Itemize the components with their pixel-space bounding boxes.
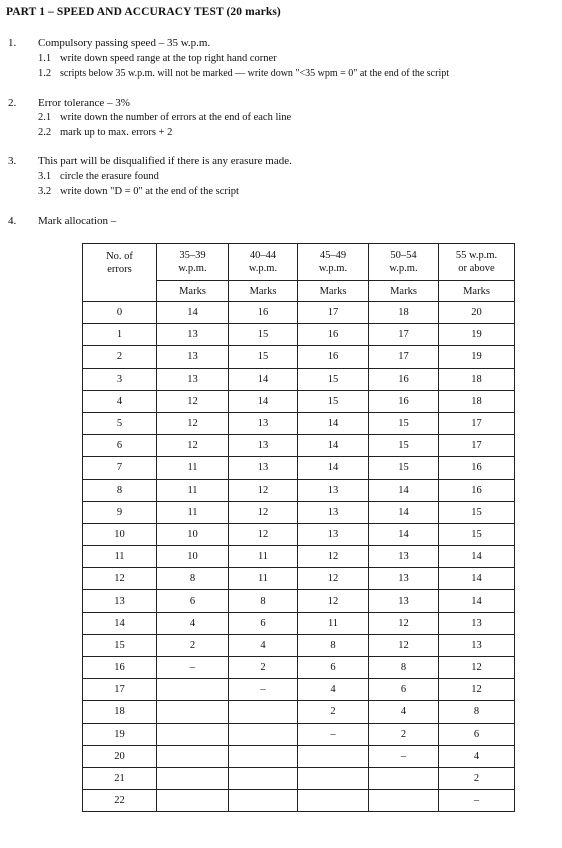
section-1 (8, 36, 548, 50)
marks-cell: 15 (229, 324, 298, 346)
marks-cell: 13 (439, 634, 515, 656)
header-line: w.p.m. (318, 263, 348, 274)
marks-cell: 19 (439, 324, 515, 346)
marks-cell: 14 (298, 435, 369, 457)
errors-cell: 0 (83, 302, 157, 324)
marks-label: Marks (157, 281, 229, 302)
table-row (83, 302, 515, 324)
table-row (83, 501, 515, 523)
marks-cell: 19 (439, 346, 515, 368)
section-heading: Compulsory passing speed – 35 w.p.m. (38, 37, 211, 49)
marks-cell: 15 (439, 523, 515, 545)
marks-cell: – (229, 679, 298, 701)
marks-cell (229, 701, 298, 723)
subsection-text: write down speed range at the top right hand corner (60, 53, 277, 64)
errors-cell: 4 (83, 390, 157, 412)
marks-cell: – (369, 745, 439, 767)
subsection-text: mark up to max. errors + 2 (60, 127, 173, 138)
header-line: w.p.m. (178, 263, 207, 274)
table-row (83, 612, 515, 634)
marks-cell: 15 (298, 368, 369, 390)
speed-header-40-44 (229, 244, 298, 281)
section-number: 2. (8, 97, 17, 109)
marks-cell (157, 767, 229, 789)
marks-cell: 6 (229, 612, 298, 634)
marks-cell (157, 679, 229, 701)
section-number: 1. (8, 37, 17, 49)
header-line: or above (458, 263, 495, 274)
marks-cell: 13 (157, 346, 229, 368)
marks-cell: 12 (157, 435, 229, 457)
marks-cell (298, 790, 369, 812)
marks-cell: 17 (298, 302, 369, 324)
marks-cell: 11 (157, 457, 229, 479)
subsection-text: scripts below 35 w.p.m. will not be marked — write down "<35 wpm = 0" at the end of the script (60, 68, 450, 79)
marks-cell: 12 (298, 590, 369, 612)
marks-cell (157, 790, 229, 812)
subsection-text: circle the erasure found (60, 171, 159, 182)
table-header-row (83, 244, 515, 281)
errors-cell: 6 (83, 435, 157, 457)
marks-cell: 13 (298, 501, 369, 523)
marks-cell: 13 (369, 568, 439, 590)
table-row (83, 657, 515, 679)
marks-cell: 8 (369, 657, 439, 679)
marks-cell: 6 (439, 723, 515, 745)
errors-cell: 15 (83, 634, 157, 656)
section-heading: Error tolerance – 3% (38, 97, 130, 109)
marks-cell: 13 (157, 324, 229, 346)
header-line: w.p.m. (389, 263, 418, 274)
section-1-2 (38, 67, 558, 80)
marks-cell: 12 (439, 657, 515, 679)
subsection-number: 2.1 (38, 112, 52, 123)
table-row (83, 546, 515, 568)
marks-cell (369, 767, 439, 789)
header-line: No. of (106, 251, 133, 262)
subsection-text: write down "D = 0" at the end of the script (60, 186, 239, 197)
marks-cell: 14 (229, 368, 298, 390)
marks-cell: 6 (369, 679, 439, 701)
table-row (83, 412, 515, 434)
marks-cell: 13 (298, 523, 369, 545)
marks-cell (229, 790, 298, 812)
marks-cell: 8 (439, 701, 515, 723)
header-line: 55 w.p.m. (455, 250, 498, 261)
subsection-number: 1.1 (38, 53, 52, 64)
marks-cell (369, 790, 439, 812)
marks-cell: 13 (369, 546, 439, 568)
marks-cell: 14 (229, 390, 298, 412)
marks-cell: 14 (439, 590, 515, 612)
marks-cell: 15 (229, 346, 298, 368)
errors-cell: 16 (83, 657, 157, 679)
marks-cell: 12 (229, 501, 298, 523)
marks-cell: 12 (229, 479, 298, 501)
marks-cell: 18 (439, 390, 515, 412)
marks-cell: 4 (157, 612, 229, 634)
speed-header-45-49 (298, 244, 369, 281)
marks-cell: 2 (229, 657, 298, 679)
marks-cell: 14 (439, 546, 515, 568)
errors-cell: 10 (83, 523, 157, 545)
marks-cell: 4 (369, 701, 439, 723)
marks-cell (229, 767, 298, 789)
errors-cell: 17 (83, 679, 157, 701)
section-3-1 (38, 170, 558, 183)
marks-cell: 6 (157, 590, 229, 612)
marks-cell: 12 (157, 390, 229, 412)
section-heading: This part will be disqualified if there is any erasure made. (38, 155, 292, 167)
marks-cell: 15 (298, 390, 369, 412)
marks-cell: 17 (439, 412, 515, 434)
marks-cell: 13 (229, 457, 298, 479)
table-row (83, 346, 515, 368)
marks-cell (157, 745, 229, 767)
page-title: PART 1 – SPEED AND ACCURACY TEST (20 marks) (6, 6, 281, 18)
marks-label: Marks (369, 281, 439, 302)
marks-cell: 16 (298, 324, 369, 346)
errors-cell: 18 (83, 701, 157, 723)
marks-cell: 16 (298, 346, 369, 368)
marks-cell (298, 767, 369, 789)
marks-cell: 10 (157, 546, 229, 568)
marks-label: Marks (298, 281, 369, 302)
marks-cell: 6 (298, 657, 369, 679)
errors-cell: 2 (83, 346, 157, 368)
marks-cell: 12 (439, 679, 515, 701)
table-row (83, 368, 515, 390)
section-2 (8, 96, 548, 110)
errors-cell: 5 (83, 412, 157, 434)
marks-cell: 11 (157, 501, 229, 523)
table-row (83, 590, 515, 612)
marks-cell: 11 (229, 546, 298, 568)
marks-cell: 12 (369, 612, 439, 634)
table-row (83, 634, 515, 656)
section-heading: Mark allocation – (38, 215, 117, 227)
subsection-number: 2.2 (38, 127, 52, 138)
mark-allocation-table (82, 243, 515, 812)
marks-cell: – (298, 723, 369, 745)
marks-cell: 16 (229, 302, 298, 324)
table-row (83, 701, 515, 723)
table-row (83, 457, 515, 479)
table-row (83, 479, 515, 501)
marks-cell: 14 (298, 457, 369, 479)
errors-cell: 11 (83, 546, 157, 568)
marks-cell: 8 (298, 634, 369, 656)
marks-cell: 2 (439, 767, 515, 789)
speed-header-55-plus (439, 244, 515, 281)
header-line: w.p.m. (248, 263, 278, 274)
header-line: 50–54 (390, 250, 417, 261)
section-4 (8, 214, 548, 228)
marks-cell: 13 (369, 590, 439, 612)
marks-cell: 10 (157, 523, 229, 545)
marks-cell: 15 (369, 435, 439, 457)
marks-cell: 17 (369, 346, 439, 368)
section-3 (8, 154, 548, 168)
marks-cell: 2 (298, 701, 369, 723)
subsection-number: 3.2 (38, 186, 52, 197)
subsection-number: 1.2 (38, 68, 52, 79)
marks-cell (157, 701, 229, 723)
marks-cell: 17 (439, 435, 515, 457)
marks-cell (157, 723, 229, 745)
marks-cell (229, 745, 298, 767)
errors-cell: 14 (83, 612, 157, 634)
marks-cell: 14 (439, 568, 515, 590)
marks-cell: – (439, 790, 515, 812)
table-row (83, 435, 515, 457)
marks-cell: 16 (439, 457, 515, 479)
header-line: 35–39 (179, 250, 206, 261)
marks-cell: 20 (439, 302, 515, 324)
marks-label: Marks (439, 281, 515, 302)
marks-cell: 14 (157, 302, 229, 324)
errors-cell: 19 (83, 723, 157, 745)
marks-label: Marks (229, 281, 298, 302)
marks-cell: 14 (298, 412, 369, 434)
table-row (83, 324, 515, 346)
marks-cell: 11 (229, 568, 298, 590)
marks-cell: 16 (369, 368, 439, 390)
section-1-1 (38, 52, 558, 65)
table-row (83, 745, 515, 767)
marks-cell: 14 (369, 523, 439, 545)
marks-cell: 4 (229, 634, 298, 656)
errors-cell: 20 (83, 745, 157, 767)
marks-cell: 11 (157, 479, 229, 501)
marks-cell: 15 (369, 412, 439, 434)
marks-cell: – (157, 657, 229, 679)
speed-header-50-54 (369, 244, 439, 281)
marks-cell: 12 (369, 634, 439, 656)
subsection-number: 3.1 (38, 171, 52, 182)
errors-cell: 9 (83, 501, 157, 523)
section-number: 4. (8, 215, 17, 227)
marks-cell: 4 (439, 745, 515, 767)
marks-cell: 14 (369, 479, 439, 501)
errors-cell: 3 (83, 368, 157, 390)
marks-cell: 13 (229, 435, 298, 457)
errors-cell: 8 (83, 479, 157, 501)
marks-cell: 4 (298, 679, 369, 701)
section-number: 3. (8, 155, 17, 167)
marks-cell: 14 (369, 501, 439, 523)
marks-cell: 13 (229, 412, 298, 434)
table-row (83, 679, 515, 701)
marks-cell: 12 (229, 523, 298, 545)
marks-cell: 12 (157, 412, 229, 434)
errors-column-header (83, 244, 157, 302)
table-row (83, 568, 515, 590)
marks-cell: 12 (298, 546, 369, 568)
marks-cell: 13 (157, 368, 229, 390)
errors-cell: 12 (83, 568, 157, 590)
errors-cell: 1 (83, 324, 157, 346)
subsection-text: write down the number of errors at the end of each line (60, 112, 292, 123)
errors-cell: 13 (83, 590, 157, 612)
header-line: 45–49 (319, 250, 347, 261)
marks-cell: 15 (369, 457, 439, 479)
table-row (83, 723, 515, 745)
marks-cell: 18 (439, 368, 515, 390)
table-row (83, 790, 515, 812)
header-line: errors (107, 264, 132, 275)
marks-cell: 8 (157, 568, 229, 590)
marks-cell: 11 (298, 612, 369, 634)
errors-cell: 21 (83, 767, 157, 789)
marks-cell: 2 (157, 634, 229, 656)
header-line: 40–44 (249, 250, 277, 261)
table-row (83, 523, 515, 545)
section-3-2 (38, 185, 558, 198)
table-row (83, 390, 515, 412)
marks-cell: 16 (369, 390, 439, 412)
table-row (83, 767, 515, 789)
marks-cell (229, 723, 298, 745)
marks-cell: 12 (298, 568, 369, 590)
marks-cell: 13 (298, 479, 369, 501)
speed-header-35-39 (157, 244, 229, 281)
errors-cell: 22 (83, 790, 157, 812)
marks-cell: 13 (439, 612, 515, 634)
marks-cell (298, 745, 369, 767)
section-2-1 (38, 111, 558, 124)
marks-cell: 18 (369, 302, 439, 324)
marks-cell: 8 (229, 590, 298, 612)
errors-cell: 7 (83, 457, 157, 479)
marks-cell: 17 (369, 324, 439, 346)
marks-cell: 15 (439, 501, 515, 523)
marks-cell: 16 (439, 479, 515, 501)
section-2-2 (38, 126, 558, 139)
marks-cell: 2 (369, 723, 439, 745)
